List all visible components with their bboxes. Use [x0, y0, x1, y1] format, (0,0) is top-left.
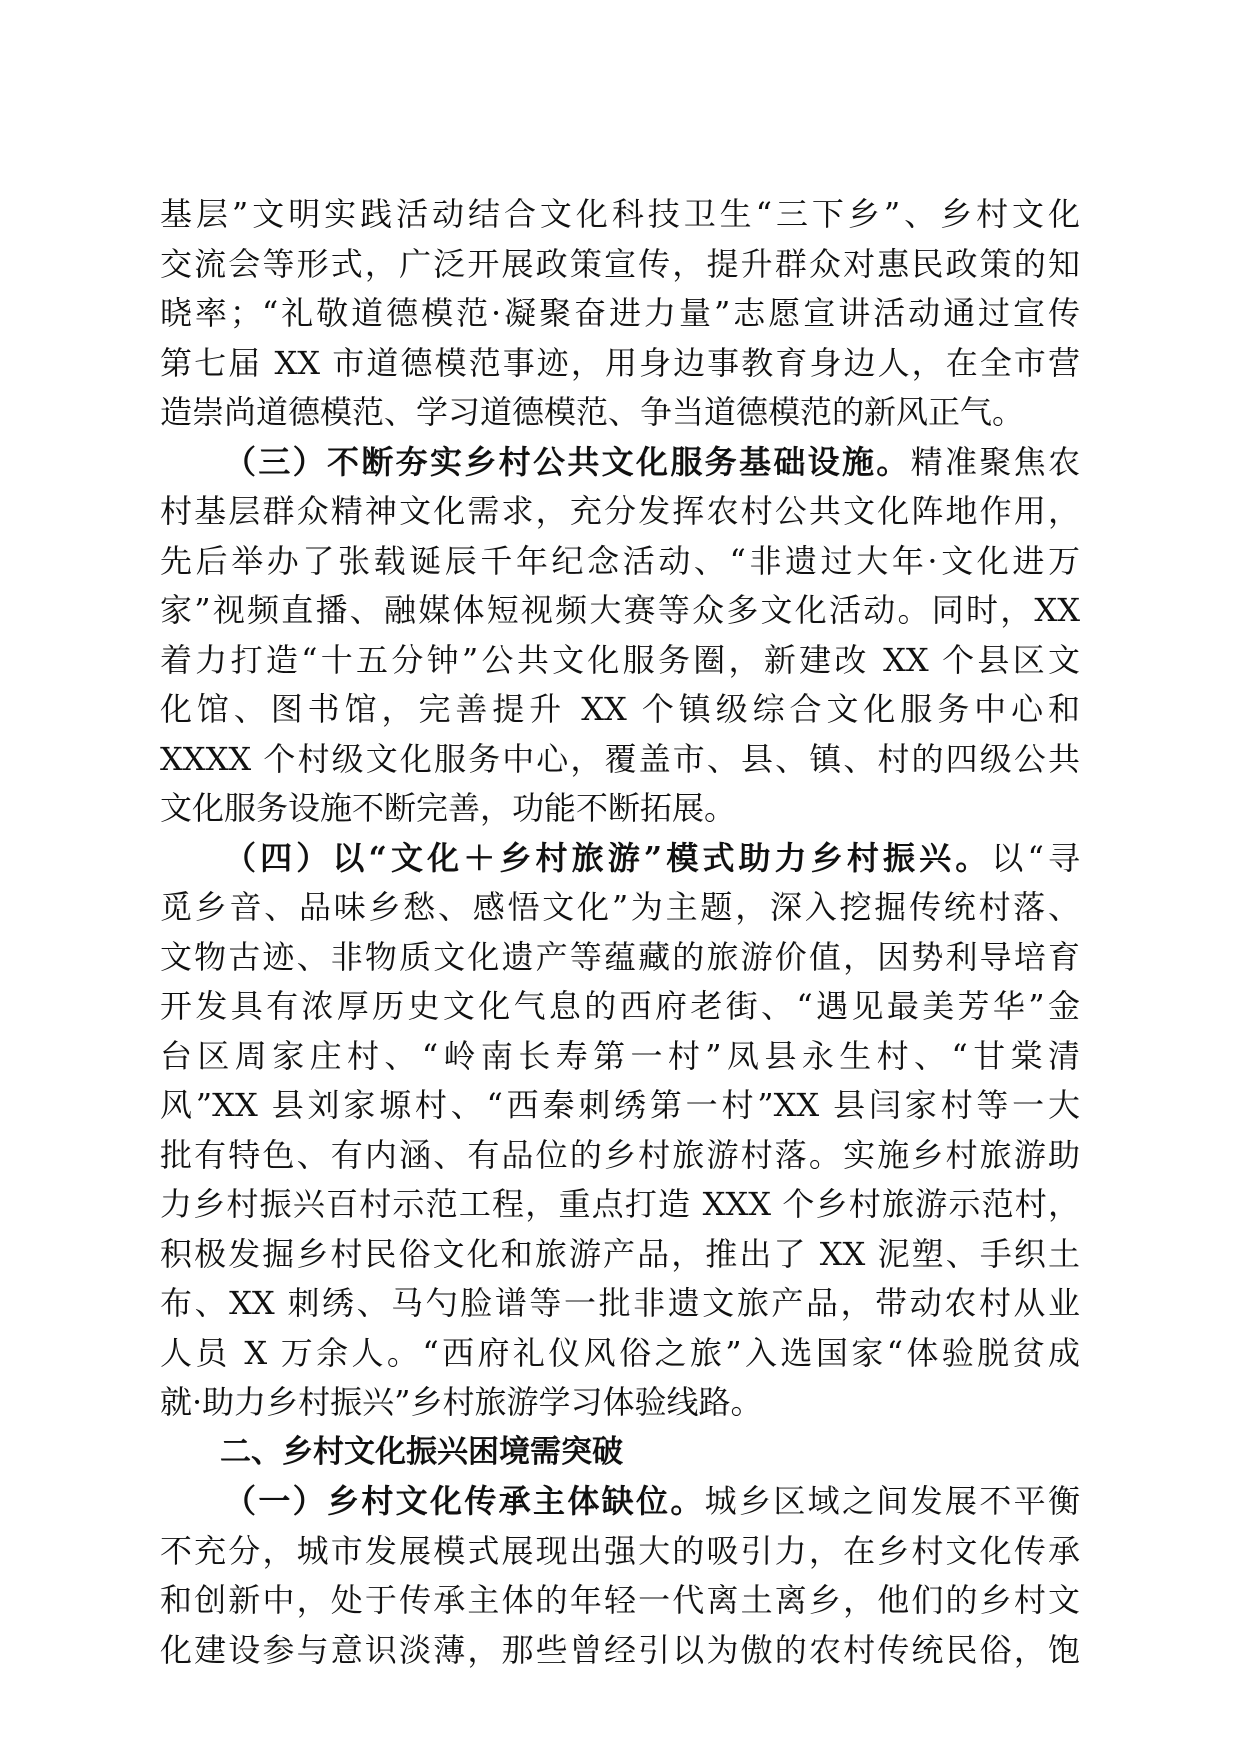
body-line: XXXX 个村级文化服务中心，覆盖市、县、镇、村的四级公共 [160, 739, 1080, 778]
document-page [160, 190, 1080, 1675]
body-line: 就·助力乡村振兴”乡村旅游学习体验线路。 [160, 1383, 763, 1421]
body-line: 造崇尚道德模范、学习道德模范、争当道德模范的新风正气。 [160, 393, 1025, 431]
body-line: 晓率；“礼敬道德模范·凝聚奋进力量”志愿宣讲活动通过宣传 [160, 294, 1080, 332]
body-line: 基层”文明实践活动结合文化科技卫生“三下乡”、乡村文化 [160, 195, 1080, 233]
body-line: 交流会等形式，广泛开展政策宣传，提升群众对惠民政策的知 [160, 244, 1080, 283]
body-line: 开发具有浓厚历史文化气息的西府老街、“遇见最美芳华”金 [160, 987, 1080, 1025]
body-line: 化建设参与意识淡薄，那些曾经引以为傲的农村传统民俗，饱 [160, 1630, 1080, 1669]
paragraph-start-line [160, 834, 1080, 884]
paragraph-start-line [160, 438, 1080, 488]
body-line: 文物古迹、非物质文化遗产等蕴藏的旅游价值，因势利导培育 [160, 937, 1080, 976]
body-line: 积极发掘乡村民俗文化和旅游产品，推出了 XX 泥塑、手织土 [160, 1234, 1080, 1273]
body-line: 风”XX 县刘家塬村、“西秦刺绣第一村”XX 县闫家村等一大 [160, 1086, 1080, 1124]
body-line: 和创新中，处于传承主体的年轻一代离土离乡，他们的乡村文 [160, 1581, 1080, 1619]
paragraph-start-line [160, 1477, 1080, 1527]
body-line: 觅乡音、品味乡愁、感悟文化”为主题，深入挖掘传统村落、 [160, 888, 1080, 926]
body-line: 人员 X 万余人。“西府礼仪风俗之旅”入选国家“体验脱贫成 [160, 1333, 1080, 1372]
body-line: 不充分，城市发展模式展现出强大的吸引力，在乡村文化传承 [160, 1531, 1080, 1570]
body-run: 以“寻 [991, 838, 1080, 877]
body-line: 台区周家庄村、“岭南长寿第一村”凤县永生村、“甘棠清 [160, 1036, 1080, 1075]
body-run: 城乡区域之间发展不平衡 [704, 1482, 1080, 1520]
body-line: 第七届 XX 市道德模范事迹，用身边事教育身边人，在全市营 [160, 343, 1080, 382]
section-heading: 二、乡村文化振兴困境需突破 [220, 1433, 623, 1470]
body-run: 精准聚焦农 [910, 442, 1080, 481]
body-line: 着力打造“十五分钟”公共文化服务圈，新建改 XX 个县区文 [160, 640, 1080, 679]
body-line: 家”视频直播、融媒体短视频大赛等众多文化活动。同时，XX [160, 591, 1080, 629]
body-line: 力乡村振兴百村示范工程，重点打造 XXX 个乡村旅游示范村， [160, 1185, 1080, 1223]
section-lead-3: （三）不断夯实乡村公共文化服务基础设施。 [224, 442, 911, 481]
section-lead-4: （四）以“文化＋乡村旅游”模式助力乡村振兴。 [224, 838, 992, 877]
body-line: 批有特色、有内涵、有品位的乡村旅游村落。实施乡村旅游助 [160, 1135, 1080, 1174]
body-line: 布、XX 刺绣、马勺脸谱等一批非遗文旅产品，带动农村从业 [160, 1284, 1080, 1322]
body-line: 文化服务设施不断完善，功能不断拓展。 [160, 789, 737, 827]
body-line: 村基层群众精神文化需求，充分发挥农村公共文化阵地作用， [160, 492, 1080, 530]
body-line: 化馆、图书馆，完善提升 XX 个镇级综合文化服务中心和 [160, 690, 1080, 728]
body-line: 先后举办了张载诞辰千年纪念活动、“非遗过大年·文化进万 [160, 541, 1080, 580]
section-lead-1: （一）乡村文化传承主体缺位。 [224, 1482, 705, 1520]
